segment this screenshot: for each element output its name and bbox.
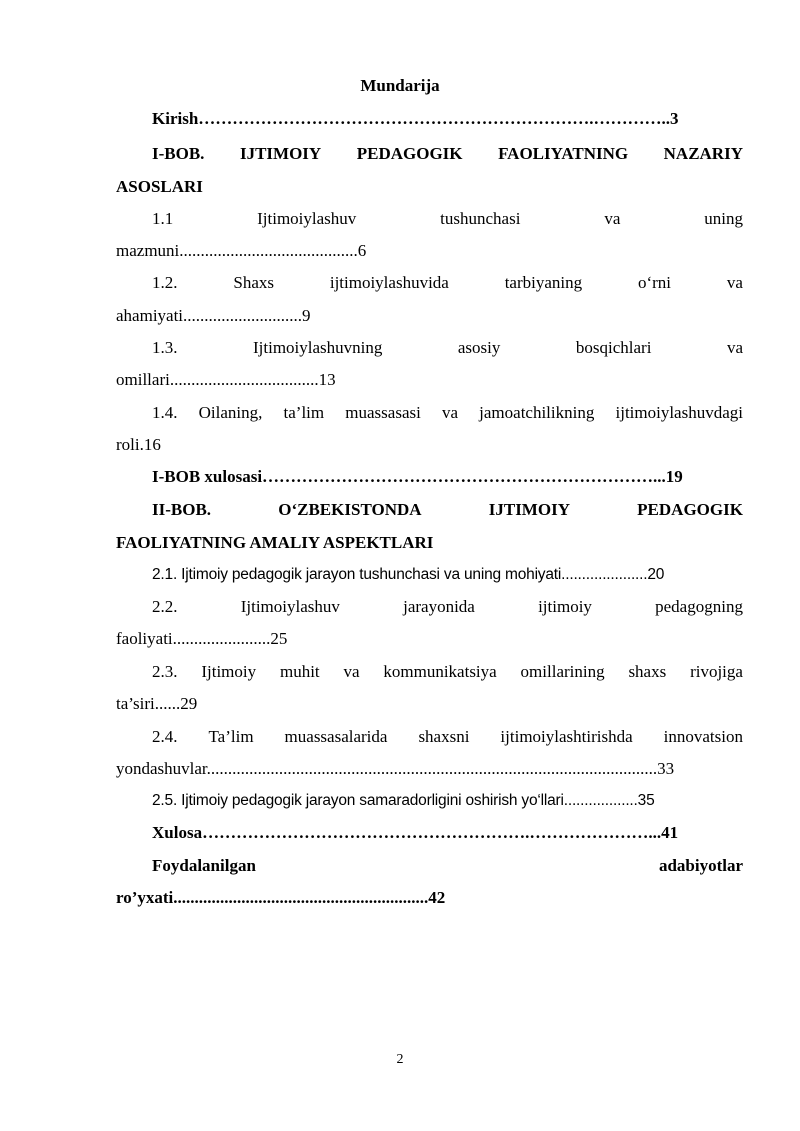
toc-section-1-2-line2: ahamiyati............................9 [116, 306, 311, 325]
toc-section-1-3-line1: 1.3. Ijtimoiylashuvning asosiy bosqichlari va [152, 338, 743, 357]
toc-section-2-3-line1: 2.3. Ijtimoiy muhit va kommunikatsiya omillarining shaxs rivojiga [152, 662, 743, 681]
toc-section-1-3-line2: omillari...................................13 [116, 370, 336, 389]
toc-section-1-1-line2: mazmuni..........................................6 [116, 241, 367, 260]
toc-section-2-4-line2: yondashuvlar..........................................................................................................33 [116, 759, 675, 778]
page-title: Mundarija [360, 76, 440, 95]
toc-chapter2-line1: II-BOB. O‘ZBEKISTONDA IJTIMOIY PEDAGOGIK [152, 500, 743, 519]
toc-section-2-2-line1: 2.2. Ijtimoiylashuv jarayonida ijtimoiy pedagogning [152, 597, 743, 616]
page-number: 2 [396, 1052, 404, 1067]
toc-section-1-1-line1: 1.1 Ijtimoiylashuv tushunchasi va uning [152, 209, 743, 228]
toc-intro: Kirish…………………………………………………………….…………..3 [152, 109, 679, 128]
toc-chapter2-line2: FAOLIYATNING AMALIY ASPEKTLARI [116, 533, 434, 552]
toc-chapter1-line2: ASOSLARI [116, 177, 203, 196]
toc-section-2-4-line1: 2.4. Ta’lim muassasalarida shaxsni ijtimoiylashtirishda innovatsion [152, 727, 743, 746]
toc-section-1-2-line1: 1.2. Shaxs ijtimoiylashuvida tarbiyaning o‘rni va [152, 273, 743, 292]
toc-section-1-4-line1: 1.4. Oilaning, ta’lim muassasasi va jamoatchilikning ijtimoiylashuvdagi [152, 403, 743, 422]
toc-chapter1-summary: I-BOB xulosasi……………………………………………………………...19 [152, 467, 683, 486]
toc-section-2-3-line2: ta’siri......29 [116, 694, 198, 713]
toc-references-line2: ro’yxati............................................................42 [116, 888, 446, 907]
toc-section-2-1: 2.1. Ijtimoiy pedagogik jarayon tushunchasi va uning mohiyati.....................20 [152, 566, 665, 583]
toc-conclusion: Xulosa………………………………………………….…………………...41 [152, 823, 679, 842]
toc-section-1-4-line2: roli.16 [116, 435, 161, 454]
toc-references-line1: Foydalanilgan adabiyotlar [152, 856, 743, 875]
toc-chapter1-line1: I-BOB. IJTIMOIY PEDAGOGIK FAOLIYATNING NAZARIY [152, 144, 743, 163]
toc-section-2-2-line2: faoliyati.......................25 [116, 629, 288, 648]
toc-section-2-5: 2.5. Ijtimoiy pedagogik jarayon samaradorligini oshirish yo‘llari..................35 [152, 792, 655, 809]
